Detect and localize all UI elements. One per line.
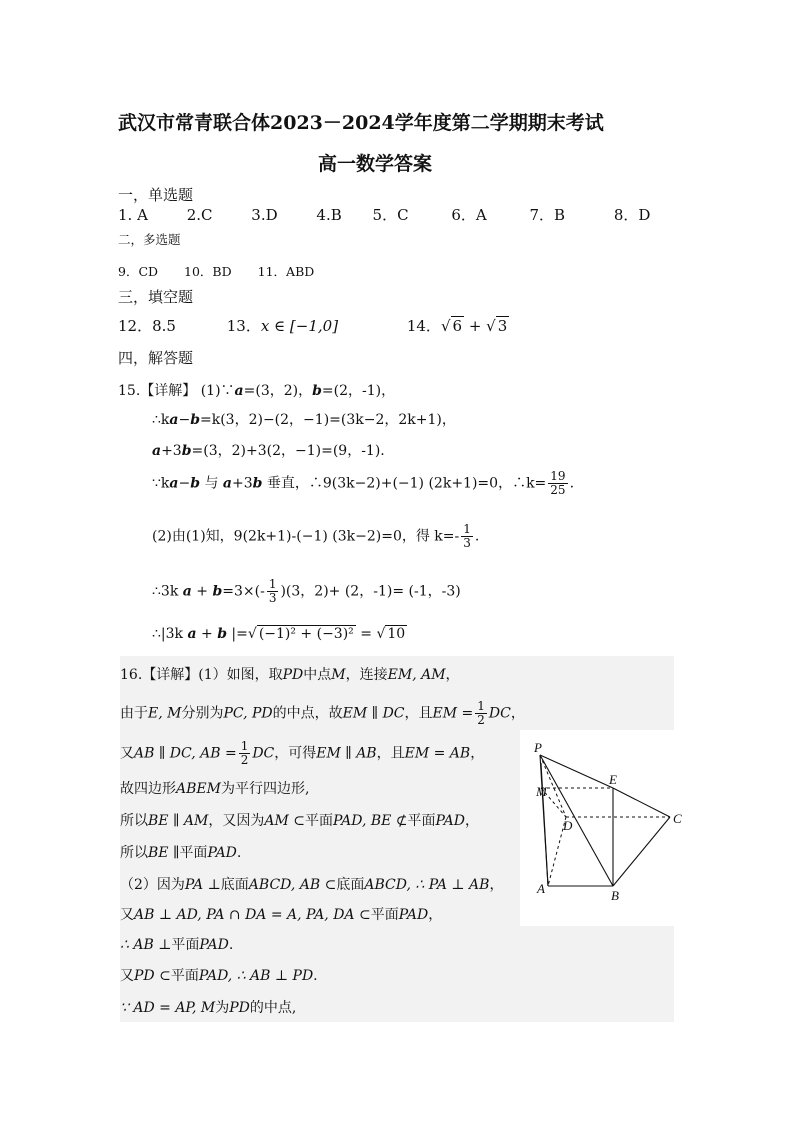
section-heading-single-choice: 一，单选题 [118, 186, 194, 204]
text-fragment: 平面 [170, 968, 199, 984]
text-fragment: . [228, 937, 234, 953]
answer-13-number: 13． [226, 317, 261, 335]
text-fragment: − [178, 475, 191, 492]
multi-choice-answers [118, 262, 314, 280]
numerator: 1 [477, 699, 485, 713]
q16-line-6 [120, 842, 241, 862]
math-fragment: EM ∥ DC [342, 705, 405, 722]
text-fragment: 所以 [120, 845, 148, 861]
math-fragment: AB ⊥ AD, PA ∩ DA = A, PA, DA ⊂ [134, 907, 371, 923]
text-fragment: 平面 [370, 907, 399, 923]
math-fragment: E, M [148, 705, 182, 722]
text-fragment: 垂直，∴9(3k−2)+(−1) (2k+1)=0，∴k= [262, 475, 547, 492]
text-fragment: +3 [161, 443, 182, 459]
sqrt-radicand: (−1)² + (−3)² [258, 626, 354, 642]
text-fragment: +3 [231, 475, 253, 492]
text-fragment: 由于 [120, 705, 148, 722]
q16-line-7 [120, 874, 503, 894]
denominator: 25 [550, 483, 566, 497]
section-heading-solutions: 四，解答题 [118, 349, 194, 367]
vector-b: b [312, 383, 322, 399]
text-fragment: + [196, 626, 218, 642]
math-fragment: ABCD, AB ⊂ [248, 877, 337, 893]
edge-pb [540, 755, 613, 886]
answer-item: 7．B [529, 206, 566, 224]
q15-line-5 [152, 523, 479, 550]
text-fragment: ∵k [152, 475, 170, 492]
q15-line-2 [152, 409, 456, 429]
math-fragment: EM = [432, 705, 474, 722]
math-fragment: ∵ AD = AP, M [120, 1000, 216, 1016]
denominator: 2 [477, 713, 485, 727]
section-heading-fill-blank: 三，填空题 [118, 288, 194, 306]
page-subtitle: 高一数学答案 [318, 153, 433, 175]
q16-line-1 [120, 664, 460, 684]
text-fragment: . [569, 475, 575, 492]
text-fragment: 的中点，故 [272, 705, 343, 722]
vector-b: b [252, 475, 263, 492]
pyramid-diagram [520, 730, 682, 926]
answer-item: 8．D [613, 206, 651, 224]
text-fragment: ， [470, 745, 485, 762]
math-fragment: PAD [199, 937, 229, 953]
text-fragment: ，又因为 [208, 813, 265, 829]
text-fragment: 平面 [304, 813, 333, 829]
math-fragment: PD [282, 667, 304, 683]
text-fragment: . [313, 968, 318, 984]
text-fragment: =k(3，2)−(2，−1)=(3k−2，2k+1)， [200, 412, 456, 428]
sqrt-symbol: √ [486, 317, 496, 335]
q16-line-8 [120, 904, 442, 924]
sqrt-radicand: 10 [387, 626, 406, 642]
vector-a: a [169, 475, 179, 492]
edge-ma [541, 763, 548, 886]
q15-line-4 [152, 470, 574, 497]
fill-blank-answers [118, 315, 509, 336]
text-fragment: ，且 [376, 745, 405, 762]
fraction [475, 700, 487, 727]
q15-line-7 [152, 626, 407, 642]
q15-line-3 [152, 440, 385, 460]
text-fragment: ∴k [152, 412, 170, 428]
text-fragment: 平面 [407, 813, 436, 829]
text-fragment: . [236, 845, 242, 861]
text-fragment: 所以 [120, 813, 148, 829]
text-fragment: + [191, 583, 213, 600]
vector-a: a [169, 412, 179, 428]
edge-pe [540, 755, 613, 788]
text-fragment: ∴|3k [152, 626, 188, 642]
text-fragment: 16.【详解】(1）如图，取 [120, 667, 283, 683]
sqrt-symbol: √ [376, 626, 386, 642]
math-fragment: EM = AB [404, 745, 471, 762]
text-fragment: =(3，2)+3(2，−1)=(9，-1). [191, 443, 385, 459]
math-fragment: ABCD, ∴ PA ⊥ AB [364, 877, 490, 893]
answer-12: 12．8.5 [118, 317, 176, 335]
text-fragment: 的中点, [249, 1000, 297, 1016]
q15-line-1 [118, 380, 395, 400]
text-fragment: 平面 [171, 937, 200, 953]
text-fragment: 底面 [336, 877, 365, 893]
q16-line-2 [120, 700, 525, 727]
answer-14-plus: + [464, 317, 487, 335]
math-fragment: PAD [435, 813, 466, 829]
answer-item: 9．CD [118, 264, 159, 279]
math-fragment: PD [229, 1000, 250, 1016]
text-fragment: 底面 [220, 877, 249, 893]
text-fragment: (2)由(1)知，9(2k+1)-(−1) (3k−2)=0，得 k=- [152, 528, 460, 545]
q16-line-4 [120, 778, 309, 798]
text-fragment: ， [428, 907, 443, 923]
vector-a: a [182, 583, 192, 600]
text-fragment: （2）因为 [120, 877, 185, 893]
edge-bc [613, 817, 670, 886]
vector-b: b [190, 475, 200, 492]
text-fragment: 为 [215, 1000, 230, 1016]
fraction [548, 470, 567, 497]
text-fragment: ， [510, 705, 525, 722]
text-fragment: = [355, 626, 377, 642]
math-fragment: BE ∥ AM [148, 813, 209, 829]
q15-line-6 [152, 578, 461, 605]
math-fragment: PAD [207, 845, 237, 861]
text-fragment: . [474, 528, 480, 545]
label-d: D [563, 818, 573, 833]
label-a: A [537, 881, 545, 896]
label-p: P [534, 740, 542, 755]
math-fragment: PD ⊂ [134, 968, 171, 984]
text-fragment: 故四边形 [120, 781, 176, 797]
answer-item: 1. A [118, 206, 148, 224]
answer-item: 6．A [451, 206, 487, 224]
math-fragment: PA ⊥ [184, 877, 221, 893]
answer-14-root-b: 3 [497, 317, 508, 335]
fraction [461, 523, 473, 550]
math-fragment: AB ∥ DC, AB = [134, 745, 237, 762]
numerator: 1 [463, 522, 471, 536]
answer-item: 5．C [372, 206, 409, 224]
text-fragment: ，且 [404, 705, 433, 722]
text-fragment: |= [226, 626, 248, 642]
q16-line-10 [120, 965, 318, 985]
text-fragment: ， [465, 813, 480, 829]
vector-a: a [187, 626, 197, 642]
vector-b: b [217, 626, 227, 642]
math-fragment: AM ⊂ [264, 813, 305, 829]
denominator: 2 [240, 753, 249, 767]
text-fragment: 分别为 [181, 705, 224, 722]
text-fragment: =3×(- [222, 583, 265, 600]
answer-item: 2.C [186, 206, 213, 224]
sqrt-symbol: √ [440, 317, 451, 335]
label-e: E [609, 772, 617, 787]
vector-a: a [234, 383, 244, 399]
q16-line-11 [120, 997, 296, 1017]
text-fragment: 又 [120, 968, 134, 984]
answer-14-root-a: 6 [452, 317, 463, 335]
math-fragment: EM, AM [387, 667, 446, 683]
fraction [239, 740, 251, 767]
numerator: 19 [550, 469, 566, 483]
text-fragment: 为平行四边形, [220, 781, 310, 797]
denominator: 3 [463, 536, 471, 550]
vector-a: a [152, 443, 162, 459]
text-fragment: ， [489, 877, 504, 893]
answer-14-number: 14． [406, 317, 441, 335]
math-fragment: BE ∥ [148, 845, 180, 861]
math-fragment: PAD [398, 907, 429, 923]
page-title: 武汉市常青联合体2023－2024学年度第二学期期末考试 [118, 112, 604, 134]
fraction [267, 578, 279, 605]
math-fragment: ∴ AB ⊥ [120, 937, 172, 953]
text-fragment: 平面 [179, 845, 208, 861]
vector-b: b [181, 443, 192, 459]
text-fragment: 15.【详解】 (1)∵ [118, 383, 235, 399]
answer-item: 11．ABD [257, 264, 315, 279]
math-fragment: PC, PD [223, 705, 273, 722]
text-fragment: 又 [120, 745, 134, 762]
geometry-figure [520, 730, 682, 926]
answer-item: 3.D [251, 206, 278, 224]
q16-line-5 [120, 810, 479, 830]
text-fragment: ， [445, 667, 460, 683]
text-fragment: ，可得 [274, 745, 317, 762]
q16-line-9 [120, 934, 233, 954]
text-fragment: ∴3k [152, 583, 183, 600]
math-fragment: M [331, 667, 346, 683]
math-fragment: DC [488, 705, 511, 722]
label-c: C [673, 811, 682, 826]
text-fragment: 又 [120, 907, 134, 923]
math-fragment: EM ∥ AB [316, 745, 377, 762]
text-fragment: 与 [200, 475, 223, 492]
edge-ec [613, 788, 670, 817]
text-fragment: =(3，2)， [243, 383, 313, 399]
vector-b: b [212, 583, 223, 600]
text-fragment: − [178, 412, 191, 428]
text-fragment: ，连接 [345, 667, 388, 683]
numerator: 1 [268, 577, 277, 591]
text-fragment: )(3，2)+ (2，-1)= (-1，-3) [280, 583, 461, 600]
math-fragment: ABEM [176, 781, 221, 797]
math-fragment: PAD, ∴ AB ⊥ PD [198, 968, 314, 984]
vector-a: a [222, 475, 232, 492]
sqrt-symbol: √ [247, 626, 257, 642]
denominator: 3 [268, 591, 277, 605]
q16-line-3 [120, 740, 484, 767]
math-fragment: PAD, BE ⊄ [332, 813, 408, 829]
text-fragment: 中点 [303, 667, 332, 683]
vector-b: b [190, 412, 200, 428]
answer-item: 4.B [316, 206, 342, 224]
answer-item: 10．BD [184, 264, 232, 279]
label-m: M [536, 784, 547, 799]
single-choice-answers [118, 204, 650, 225]
answer-13-expression: x ∈ [−1,0] [260, 317, 339, 335]
label-b: B [611, 888, 619, 903]
math-fragment: DC [252, 745, 275, 762]
section-heading-multi-choice: 二，多选题 [118, 232, 181, 247]
text-fragment: =(2，-1)， [321, 383, 396, 399]
numerator: 1 [240, 739, 249, 753]
